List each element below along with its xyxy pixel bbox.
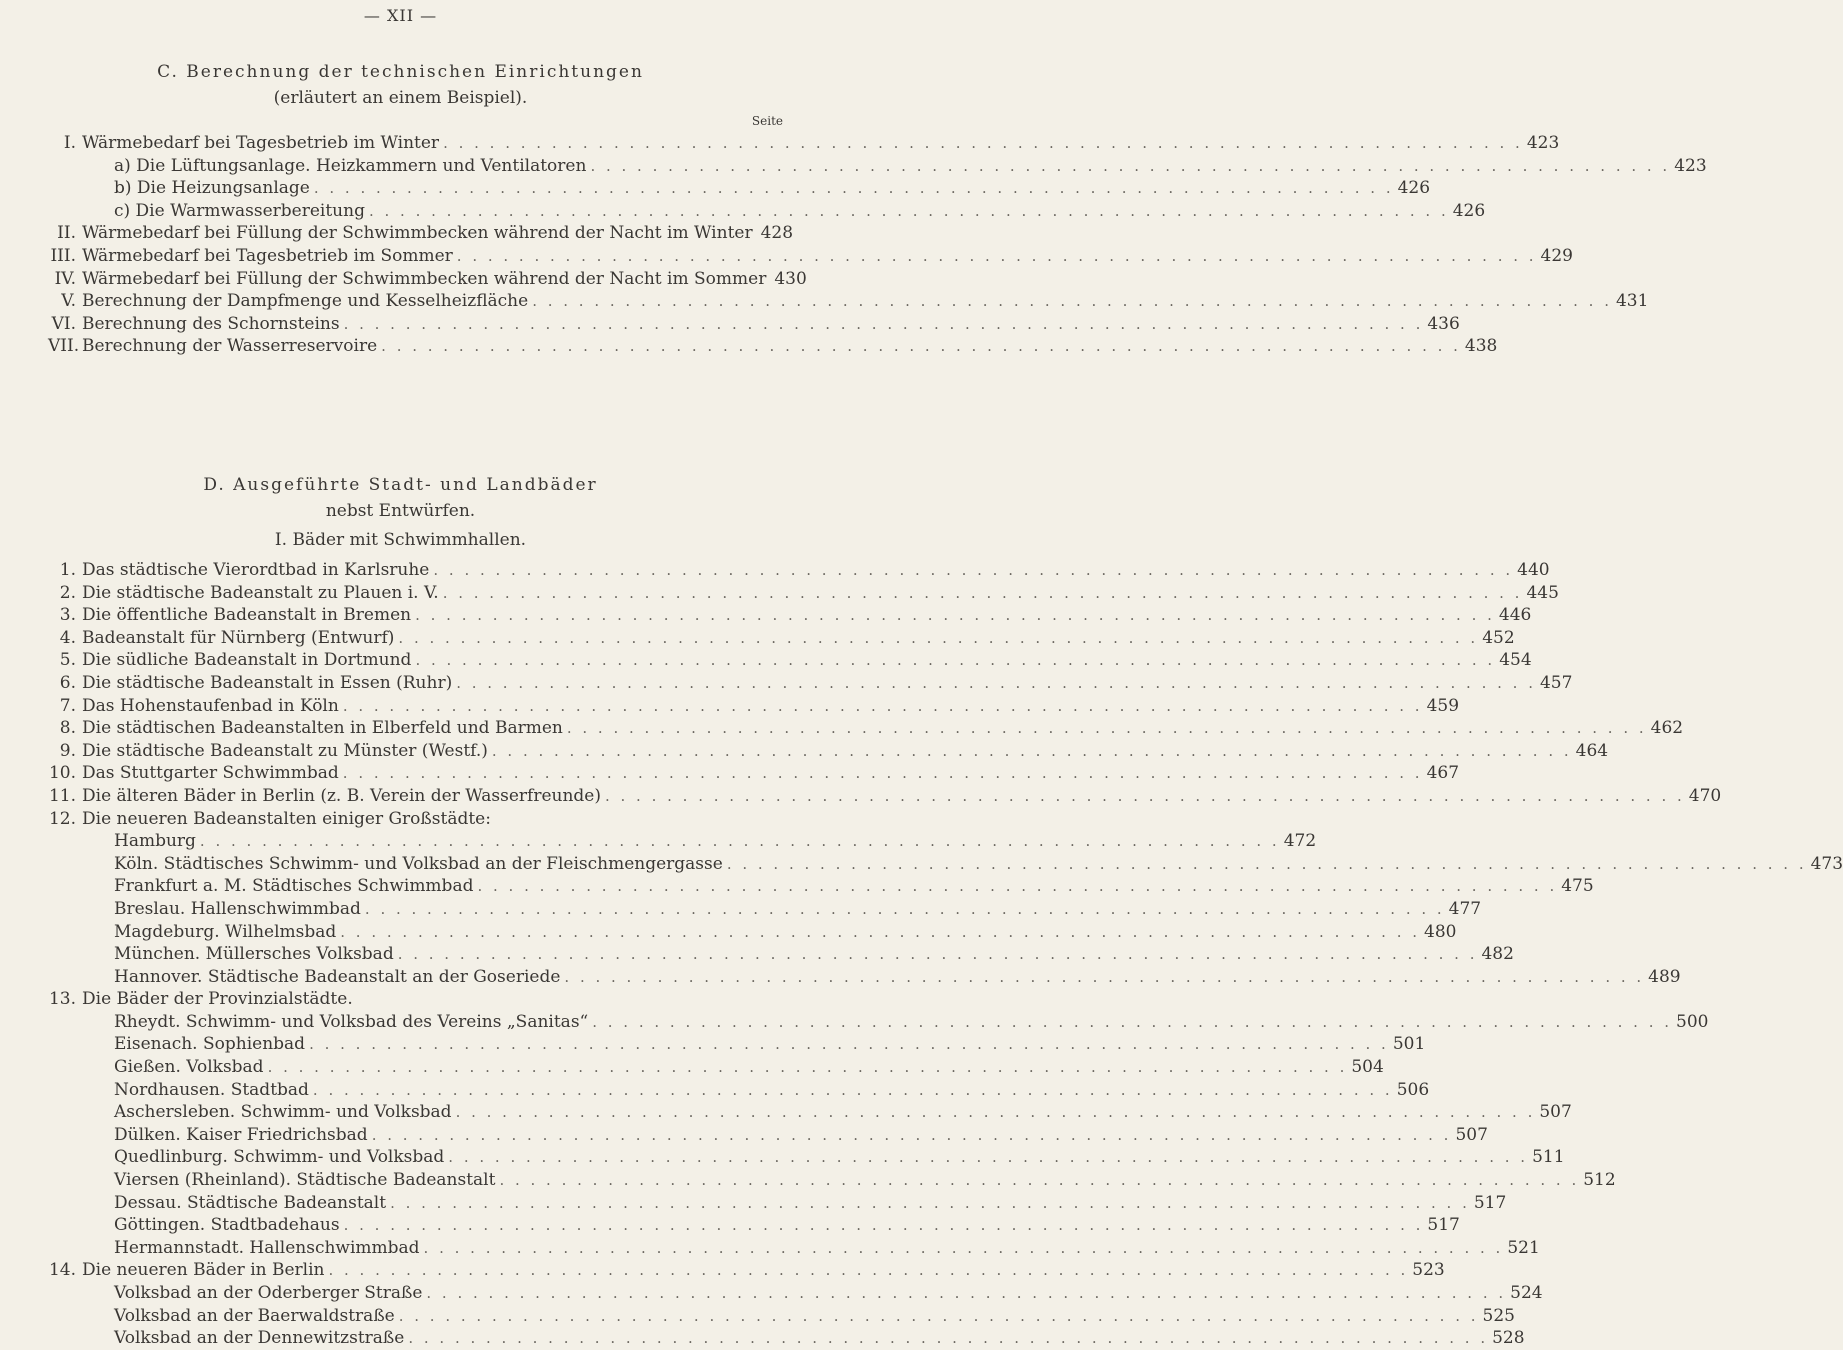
toc-entry [48, 604, 1532, 627]
toc-entry-page: 506 [1396, 1079, 1430, 1100]
toc-entry-page: 428 [760, 223, 794, 244]
toc-entry [48, 649, 1532, 672]
toc-entry-title: Aschersleben. Schwimm- und Volksbad [114, 1102, 452, 1123]
toc-leader-dots [390, 1192, 1470, 1215]
toc-entry-title: Göttingen. Stadtbadehaus [114, 1215, 340, 1236]
toc-entry-page: 521 [1507, 1237, 1540, 1258]
toc-entry [48, 155, 1707, 178]
toc-leader-dots [477, 875, 1557, 898]
toc-entry-title: Magdeburg. Wilhelmsbad [114, 921, 337, 942]
toc-entry-title: Dessau. Städtische Badeanstalt [114, 1192, 387, 1213]
toc-leader-dots [369, 200, 1449, 223]
toc-entry [48, 853, 1843, 876]
toc-entry-title: Volksbad an der Dennewitzstraße [114, 1328, 405, 1349]
toc-entry-number: 5. [59, 650, 76, 671]
toc-leader-dots [313, 1079, 1393, 1102]
toc-leader-dots [443, 132, 1523, 155]
toc-entry-number: II. [57, 223, 76, 244]
toc-entry [48, 245, 1573, 268]
toc-entry-page: 482 [1481, 944, 1514, 965]
toc-entry-title: Wärmebedarf bei Füllung der Schwimmbecken während der Nacht im Winter [82, 223, 753, 244]
toc-entry-number: VII. [48, 336, 80, 357]
toc-entry-number: 10. [48, 763, 76, 784]
toc-entry-title: Die städtische Badeanstalt zu Münster (Westf.) [82, 740, 488, 761]
toc-leader-dots [456, 1101, 1536, 1124]
toc-entry [48, 132, 1560, 155]
toc-entry-page: 504 [1351, 1057, 1384, 1078]
toc-entry-page: 528 [1492, 1328, 1525, 1349]
toc-entry [48, 1124, 1488, 1147]
toc-leader-dots [340, 921, 1420, 944]
toc-leader-dots [457, 245, 1537, 268]
toc-entry-page: 489 [1648, 966, 1681, 987]
toc-entry [48, 290, 1649, 313]
toc-entry [48, 1101, 1572, 1124]
toc-entry-number: V. [61, 291, 76, 312]
toc-entry [48, 335, 1498, 358]
toc-leader-dots [499, 1169, 1579, 1192]
toc-entry-title: Die älteren Bäder in Berlin (z. B. Verein der Wasserfreunde) [82, 785, 601, 806]
toc-entry-number: 4. [59, 627, 76, 648]
toc-entry-page: 452 [1482, 627, 1515, 648]
toc-leader-dots [372, 1124, 1452, 1147]
toc-entry [48, 268, 807, 291]
toc-entry-page: 523 [1412, 1260, 1445, 1281]
toc-entry-title: München. Müllersches Volksbad [114, 944, 394, 965]
toc-entry-title: Das städtische Vierordtbad in Karlsruhe [82, 560, 430, 580]
toc-entry-title: Die städtischen Badeanstalten in Elberfeld und Barmen [82, 718, 563, 739]
toc-entry-title: Nordhausen. Stadtbad [114, 1079, 309, 1100]
toc-entry-page: 501 [1392, 1034, 1426, 1055]
toc-entry-title: Wärmebedarf bei Füllung der Schwimmbecken während der Nacht im Sommer [82, 268, 767, 289]
section-c-subtitle: (erläutert an einem Beispiel). [273, 88, 528, 108]
toc-entry [48, 222, 794, 245]
toc-leader-dots [532, 290, 1612, 313]
toc-entry-title: Quedlinburg. Schwimm- und Volksbad [114, 1147, 445, 1168]
toc-entry [48, 582, 1559, 605]
toc-entry [48, 988, 784, 1011]
toc-entry-page: 507 [1539, 1102, 1572, 1123]
toc-leader-dots [381, 335, 1461, 358]
toc-entry [48, 559, 1550, 582]
toc-entry-page: 473 [1810, 853, 1843, 874]
section-c-title: C. Berechnung der technischen Einrichtungen [157, 62, 644, 82]
toc-leader-dots [365, 898, 1445, 921]
toc-entry-title: Die städtische Badeanstalt in Essen (Ruhr) [82, 672, 453, 693]
toc-entry [48, 1033, 1426, 1056]
toc-entry-page: 457 [1539, 672, 1573, 693]
toc-entry-title: Hermannstadt. Hallenschwimmbad [114, 1237, 420, 1258]
seite-label: Seite [751, 114, 783, 128]
toc-entry-page: 459 [1426, 695, 1460, 716]
toc-entry-page: 430 [774, 268, 807, 289]
toc-entry-page: 446 [1498, 605, 1532, 626]
toc-entry-number: 11. [48, 785, 76, 806]
toc-entry-page: 480 [1424, 921, 1457, 942]
toc-leader-dots [492, 740, 1572, 763]
toc-entry-title: c) Die Warmwasserbereitung [114, 200, 365, 221]
toc-entry-title: Die städtische Badeanstalt zu Plauen i. V. [82, 582, 439, 603]
toc-entry-title: Die neueren Badeanstalten einiger Großstädte: [82, 808, 491, 829]
toc-entry-title: a) Die Lüftungsanlage. Heizkammern und Ventilatoren [114, 155, 587, 176]
toc-entry [48, 1282, 1543, 1305]
toc-leader-dots [314, 177, 1394, 200]
toc-leader-dots [268, 1056, 1348, 1079]
toc-entry [48, 1011, 1709, 1034]
toc-leader-dots [408, 1327, 1488, 1350]
toc-entry [48, 1259, 1445, 1282]
toc-entry [48, 875, 1594, 898]
toc-entry-title: Wärmebedarf bei Tagesbetrieb im Sommer [82, 245, 453, 266]
toc-entry-title: Die Bäder der Provinzialstädte. [82, 989, 353, 1010]
toc-entry [48, 717, 1684, 740]
toc-entry-title: Das Hohenstaufenbad in Köln [82, 695, 339, 716]
section-d-title: D. Ausgeführte Stadt- und Landbäder [203, 475, 598, 495]
toc-entry-number: 6. [59, 672, 76, 693]
toc-leader-dots [564, 966, 1644, 989]
toc-entry-page: 517 [1427, 1215, 1460, 1236]
toc-entry [48, 830, 1317, 853]
toc-leader-dots [343, 762, 1423, 785]
toc-entry-title: Volksbad an der Oderberger Straße [114, 1283, 423, 1303]
toc-entry-title: Hamburg [114, 831, 196, 852]
toc-leader-dots [456, 672, 1536, 695]
toc-entry [48, 1192, 1507, 1215]
toc-leader-dots [398, 943, 1478, 966]
toc-leader-dots [605, 785, 1685, 808]
toc-entry-title: Das Stuttgarter Schwimmbad [82, 763, 339, 784]
toc-entry [48, 1056, 1384, 1079]
section-d-subtitle: nebst Entwürfen. [325, 501, 476, 521]
toc-entry [48, 1146, 1565, 1169]
toc-entry [48, 1327, 1525, 1350]
toc-entry-number: 12. [48, 808, 76, 829]
toc-entry [48, 1305, 1515, 1328]
toc-entry-page: 507 [1455, 1124, 1488, 1145]
toc-leader-dots [443, 582, 1523, 605]
toc-entry-number: I. [63, 133, 76, 153]
toc-leader-dots [424, 1237, 1504, 1260]
toc-entry-title: Viersen (Rheinland). Städtische Badeanstalt [114, 1170, 496, 1191]
toc-leader-dots [590, 155, 1670, 178]
toc-leader-dots [344, 313, 1424, 336]
toc-entry-page: 524 [1510, 1283, 1543, 1303]
toc-section-d [48, 559, 1843, 1350]
toc-leader-dots [399, 1305, 1479, 1328]
toc-leader-dots [727, 853, 1807, 876]
toc-entry [48, 200, 1486, 223]
toc-entry-number: III. [50, 245, 76, 266]
toc-entry [48, 785, 1722, 808]
toc-entry-page: 423 [1674, 155, 1707, 176]
toc-entry [48, 740, 1609, 763]
toc-section-c [48, 132, 1707, 358]
toc-entry-number: 9. [59, 740, 76, 761]
toc-entry [48, 627, 1515, 650]
toc-entry-page: 512 [1583, 1170, 1616, 1191]
toc-entry [48, 943, 1514, 966]
toc-entry [48, 177, 1431, 200]
toc-entry-title: Dülken. Kaiser Friedrichsbad [114, 1124, 368, 1145]
toc-entry-page: 467 [1426, 763, 1460, 784]
toc-leader-dots [567, 717, 1647, 740]
toc-entry-title: Wärmebedarf bei Tagesbetrieb im Winter [82, 133, 440, 153]
toc-entry-page: 440 [1517, 560, 1550, 580]
toc-leader-dots [415, 604, 1495, 627]
section-d-subheading: I. Bäder mit Schwimmhallen. [274, 530, 527, 550]
toc-entry [48, 1079, 1430, 1102]
toc-entry-page: 511 [1532, 1147, 1565, 1168]
toc-leader-dots [343, 695, 1423, 718]
toc-entry-page: 470 [1688, 785, 1722, 806]
toc-entry-page: 525 [1482, 1305, 1515, 1326]
toc-entry-title: Berechnung des Schornsteins [82, 313, 340, 334]
toc-leader-dots [448, 1146, 1528, 1169]
toc-entry-title: b) Die Heizungsanlage [114, 178, 310, 199]
toc-leader-dots [415, 649, 1495, 672]
toc-entry [48, 1237, 1540, 1260]
toc-entry-title: Badeanstalt für Nürnberg (Entwurf) [82, 627, 395, 648]
toc-leader-dots [200, 830, 1280, 853]
toc-entry-page: 464 [1575, 740, 1609, 761]
toc-entry-title: Die südliche Badeanstalt in Dortmund [82, 650, 412, 671]
toc-entry [48, 1169, 1616, 1192]
toc-entry [48, 672, 1573, 695]
toc-leader-dots [426, 1282, 1506, 1305]
toc-entry-page: 445 [1526, 582, 1559, 603]
toc-leader-dots [433, 559, 1513, 582]
toc-entry-page: 431 [1615, 291, 1649, 312]
toc-entry-number: IV. [54, 268, 76, 289]
toc-entry [48, 762, 1460, 785]
toc-entry-title: Rheydt. Schwimm- und Volksbad des Vereins „Sanitas“ [114, 1011, 589, 1032]
toc-entry [48, 966, 1681, 989]
toc-leader-dots [398, 627, 1478, 650]
toc-entry-page: 423 [1526, 133, 1560, 153]
toc-entry-number: 8. [59, 718, 76, 739]
toc-entry [48, 808, 784, 831]
page-number: — XII — [363, 6, 438, 25]
toc-entry-title: Breslau. Hallenschwimmbad [114, 898, 361, 919]
toc-entry-number: 14. [48, 1260, 76, 1281]
toc-entry-page: 426 [1452, 200, 1486, 221]
toc-entry [48, 898, 1482, 921]
toc-entry-number: VI. [51, 313, 76, 334]
toc-entry-title: Köln. Städtisches Schwimm- und Volksbad an der Fleischmengergasse [114, 853, 723, 874]
toc-entry-title: Volksbad an der Baerwaldstraße [114, 1305, 395, 1326]
toc-entry-title: Berechnung der Wasserreservoire [82, 336, 378, 357]
toc-entry [48, 921, 1457, 944]
toc-entry-number: 2. [59, 582, 76, 603]
toc-entry-page: 429 [1540, 245, 1573, 266]
toc-entry-page: 475 [1561, 876, 1594, 897]
toc-entry-page: 500 [1676, 1011, 1709, 1032]
toc-entry-page: 472 [1283, 831, 1317, 852]
toc-leader-dots [344, 1214, 1424, 1237]
toc-entry-page: 438 [1464, 336, 1498, 357]
toc-entry-page: 426 [1397, 178, 1431, 199]
toc-entry-page: 462 [1650, 718, 1684, 739]
toc-entry-title: Eisenach. Sophienbad [114, 1034, 306, 1055]
toc-entry-page: 517 [1473, 1192, 1507, 1213]
toc-entry [48, 695, 1460, 718]
toc-leader-dots [309, 1033, 1389, 1056]
toc-entry [48, 1214, 1460, 1237]
toc-entry-number: 3. [59, 605, 76, 626]
toc-entry-title: Berechnung der Dampfmenge und Kesselheizfläche [82, 291, 529, 312]
toc-entry-title: Hannover. Städtische Badeanstalt an der Goseriede [114, 966, 561, 987]
toc-entry-page: 477 [1448, 898, 1482, 919]
toc-entry-page: 436 [1427, 313, 1460, 334]
toc-entry-number: 13. [48, 989, 76, 1010]
toc-leader-dots [592, 1011, 1672, 1034]
toc-entry-number: 7. [59, 695, 76, 716]
toc-leader-dots [328, 1259, 1408, 1282]
toc-entry [48, 313, 1460, 336]
toc-entry-title: Gießen. Volksbad [114, 1057, 264, 1078]
toc-entry-title: Frankfurt a. M. Städtisches Schwimmbad [114, 876, 474, 897]
toc-entry-page: 454 [1499, 650, 1532, 671]
toc-entry-number: 1. [59, 560, 76, 580]
toc-entry-title: Die neueren Bäder in Berlin [82, 1260, 325, 1281]
toc-entry-title: Die öffentliche Badeanstalt in Bremen [82, 605, 412, 626]
